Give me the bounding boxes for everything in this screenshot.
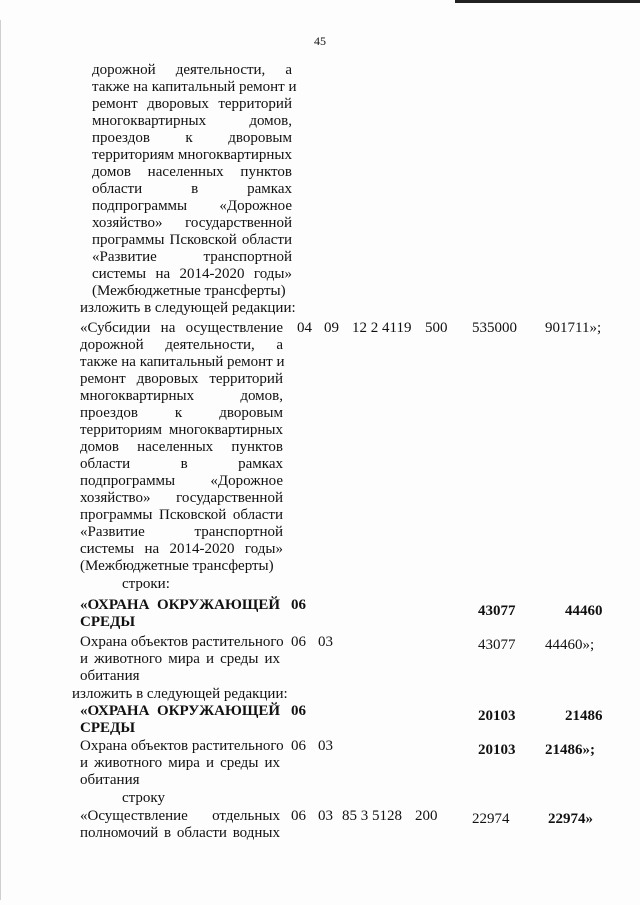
amount-year-2: 22974» [548,811,593,827]
text-line: хозяйство» государственной [92,215,292,231]
text-line: «Осуществление отдельных [80,808,280,824]
amount-year-1: 535000 [472,320,517,336]
text-line: территориям многоквартирных [80,422,283,438]
instruction-text: изложить в следующей редакции: [72,686,288,702]
podrazdel-code: 03 [318,634,333,650]
text-line: системы на 2014-2020 годы» [92,266,292,282]
instruction-text: строки: [122,576,170,592]
amount-year-2: 21486»; [545,742,595,758]
amount-year-1: 22974 [472,811,510,827]
text-line: также на капитальный ремонт и [80,354,285,370]
text-line: также на капитальный ремонт и [92,79,297,95]
text-line: программы Псковской области [80,507,283,523]
razdel-code: 06 [291,703,306,719]
amount-year-2: 44460 [565,603,603,619]
text-line: «Развитие транспортной [92,249,292,265]
section-header: «ОХРАНА ОКРУЖАЮЩЕЙ [80,703,280,719]
text-line: Охрана объектов растительного [80,634,284,650]
expense-type-code: 500 [425,320,448,336]
instruction-text: изложить в следующей редакции: [80,300,296,316]
text-line: проездов к дворовым [92,130,292,146]
text-line: территориям многоквартирных [92,147,292,163]
section-header: СРЕДЫ [80,614,136,630]
text-line: дорожной деятельности, а [92,62,292,78]
target-article-code: 12 2 4119 [352,320,412,336]
text-line: домов населенных пунктов [80,439,283,455]
amount-year-1: 20103 [478,708,516,724]
razdel-code: 04 [297,320,312,336]
amount-year-1: 20103 [478,742,516,758]
text-line: хозяйство» государственной [80,490,283,506]
podrazdel-code: 03 [318,808,333,824]
section-header: СРЕДЫ [80,720,136,736]
instruction-text: строку [122,790,165,806]
text-line: программы Псковской области [92,232,292,248]
expense-type-code: 200 [415,808,438,824]
text-line: «Развитие транспортной [80,524,283,540]
amount-year-2: 44460»; [545,637,595,653]
text-line: области в рамках [92,181,292,197]
text-line: (Межбюджетные трансферты) [80,558,274,574]
text-line: области в рамках [80,456,283,472]
text-line: и животного мира и среды их [80,651,280,667]
section-header: «ОХРАНА ОКРУЖАЮЩЕЙ [80,597,280,613]
text-line: системы на 2014-2020 годы» [80,541,283,557]
target-article-code: 85 3 5128 [342,808,402,824]
amount-year-1: 43077 [478,603,516,619]
text-line: ремонт дворовых территорий [80,371,283,387]
text-line: (Межбюджетные трансферты) [92,283,286,299]
text-line: домов населенных пунктов [92,164,292,180]
text-line: Охрана объектов растительного [80,738,284,754]
amount-year-2: 901711»; [545,320,602,336]
amount-year-2: 21486 [565,708,603,724]
page-number: 45 [314,34,326,48]
razdel-code: 06 [291,738,306,754]
text-line: полномочий в области водных [80,825,280,841]
podrazdel-code: 03 [318,738,333,754]
text-line: дорожной деятельности, а [80,337,283,353]
text-line: обитания [80,668,140,684]
text-line: и животного мира и среды их [80,755,280,771]
text-line: ремонт дворовых территорий [92,96,292,112]
razdel-code: 06 [291,808,306,824]
scan-edge-left [0,20,1,900]
text-line: обитания [80,772,140,788]
text-line: «Субсидии на осуществление [80,320,283,336]
text-line: проездов к дворовым [80,405,283,421]
razdel-code: 06 [291,634,306,650]
scan-edge-top [455,0,640,3]
podrazdel-code: 09 [324,320,339,336]
razdel-code: 06 [291,597,306,613]
text-line: подпрограммы «Дорожное [80,473,283,489]
amount-year-1: 43077 [478,637,516,653]
text-line: многоквартирных домов, [92,113,292,129]
text-line: подпрограммы «Дорожное [92,198,292,214]
text-line: многоквартирных домов, [80,388,283,404]
